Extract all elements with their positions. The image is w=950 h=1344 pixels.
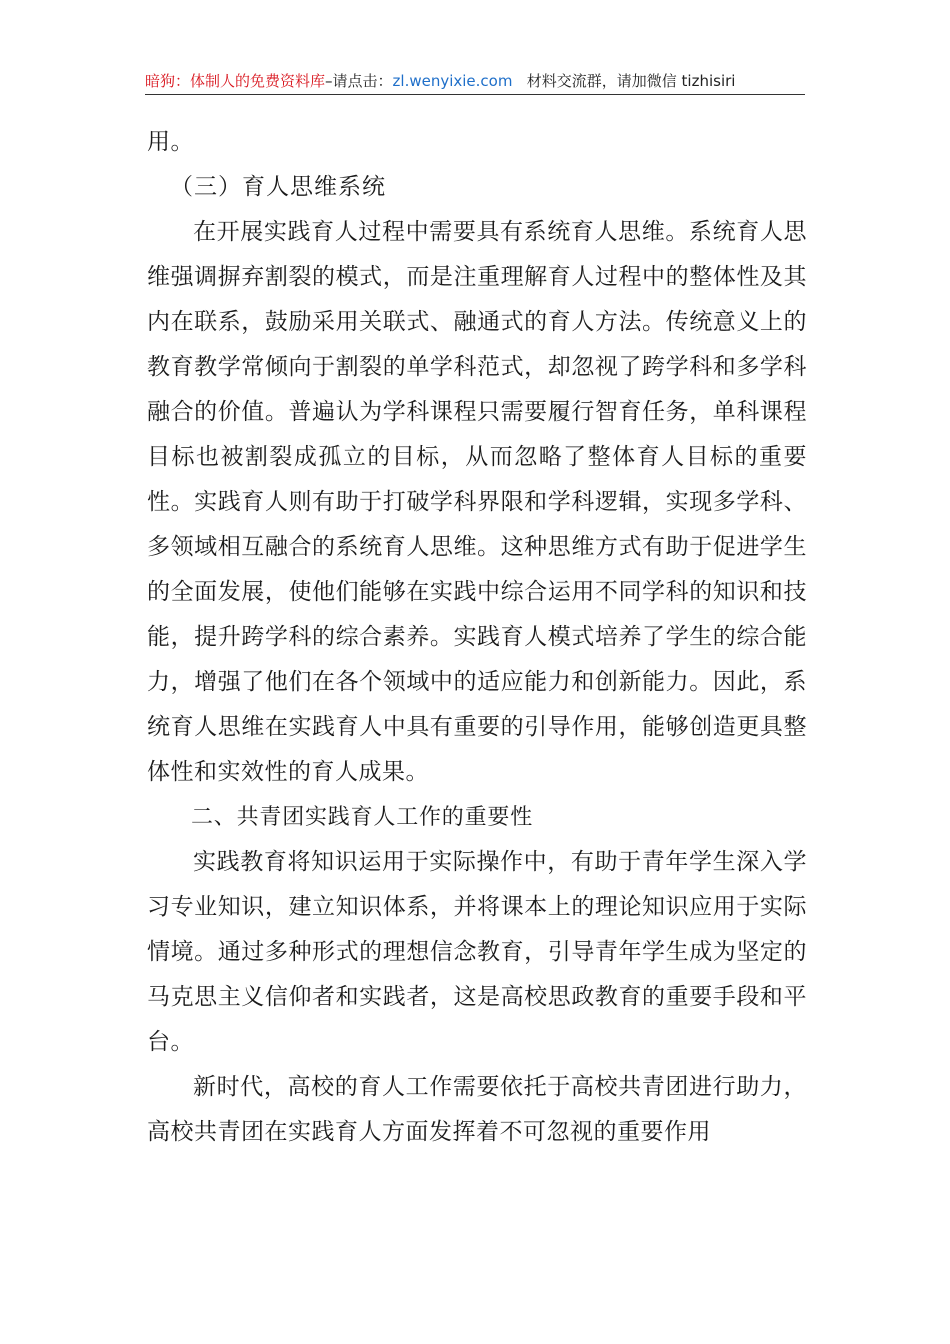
header-url-link[interactable]: zl.wenyixie.com bbox=[392, 72, 513, 90]
document-body bbox=[147, 120, 807, 1155]
header-site-name: 暗狗：体制人的免费资料库 bbox=[145, 72, 326, 90]
continuation-text: 用。 bbox=[147, 129, 194, 155]
section-heading: 二、共青团实践育人工作的重要性 bbox=[191, 805, 534, 830]
paragraph-system-thinking: 在开展实践育人过程中需要具有系统育人思维。系统育人思维强调摒弃割裂的模式，而是注重理解育人过程中的整体性及其内在联系，鼓励采用关联式、融通式的育人方法。传统意义上的教育教学常倾向于割裂的单学科范式，却忽视了跨学科和多学科融合的价值。普遍认为学科课程只需要履行智育任务，单科课程目标也被割裂成孤立的目标，从而忽略了整体育人目标的重要性。实践育人则有助于打破学科界限和学科逻辑，实现多学科、多领域相互融合的系统育人思维。这种思维方式有助于促进学生的全面发展，使他们能够在实践中综合运用不同学科的知识和技能，提升跨学科的综合素养。实践育人模式培养了学生的综合能力，增强了他们在各个领域中的适应能力和创新能力。因此，系统育人思维在实践育人中具有重要的引导作用，能够创造更具整体性和实效性的育人成果。 bbox=[147, 219, 807, 785]
header-divider bbox=[145, 94, 805, 95]
paragraph-new-era: 新时代，高校的育人工作需要依托于高校共青团进行助力，高校共青团在实践育人方面发挥着不可忽视的重要作用 bbox=[147, 1074, 807, 1145]
header-wechat-note: 材料交流群，请加微信 tizhisiri bbox=[526, 72, 736, 90]
header-link-label: –请点击： bbox=[325, 72, 393, 90]
subsection-heading: （三）育人思维系统 bbox=[170, 174, 386, 200]
page-header bbox=[145, 68, 805, 94]
paragraph-practice-education: 实践教育将知识运用于实际操作中，有助于青年学生深入学习专业知识，建立知识体系，并将课本上的理论知识应用于实际情境。通过多种形式的理想信念教育，引导青年学生成为坚定的马克思主义信仰者和实践者，这是高校思政教育的重要手段和平台。 bbox=[147, 849, 807, 1055]
